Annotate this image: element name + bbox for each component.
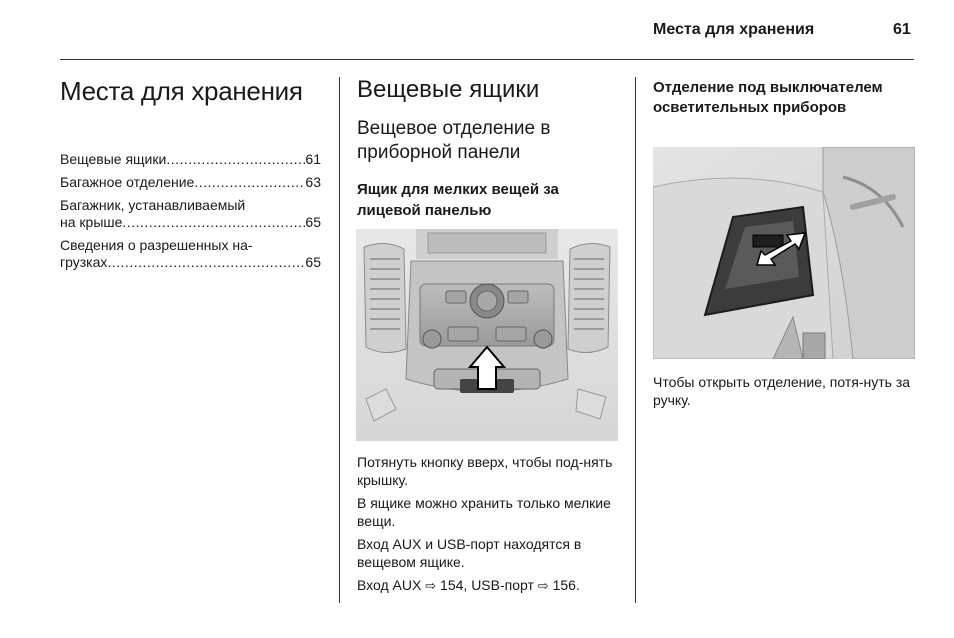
- toc-entry-page: 63: [305, 174, 321, 190]
- section-heading: Вещевые ящики: [357, 76, 540, 103]
- toc-entry-label: Багажное отделение: [60, 174, 195, 190]
- body-text: [357, 453, 619, 600]
- usb-label: USB-порт: [471, 577, 534, 593]
- toc-entry[interactable]: [60, 237, 321, 271]
- paragraph: Вход AUX и USB-порт находятся в вещевом ящике.: [357, 536, 582, 570]
- page-reference-icon: ⇨: [425, 578, 437, 593]
- toc-leader: [107, 254, 305, 271]
- toc-entry-page: 61: [305, 151, 321, 167]
- toc-entry-label: грузках: [60, 254, 108, 270]
- toc-entry-label-line1: Багажник, устанавливаемый: [60, 197, 246, 213]
- toc-entry-label: Вещевые ящики: [60, 151, 167, 167]
- body-text: [653, 373, 913, 409]
- light-switch-compartment-illustration: [653, 147, 915, 359]
- toc-leader: [122, 214, 305, 231]
- chapter-title: Места для хранения: [60, 76, 303, 106]
- toc-entry-page: 65: [305, 254, 321, 270]
- cross-reference-paragraph: [357, 576, 619, 595]
- usb-page-ref[interactable]: 156.: [552, 577, 580, 593]
- left-air-vent: [364, 243, 406, 352]
- toc-entry-label-line1: Сведения о разрешенных на-: [60, 237, 253, 253]
- aux-page-ref[interactable]: 154,: [440, 577, 468, 593]
- toc-entry[interactable]: [60, 197, 321, 231]
- toc-entry-label: на крыше: [60, 214, 123, 230]
- header-divider: [60, 59, 914, 60]
- aux-label: Вход AUX: [357, 577, 422, 593]
- page-reference-icon: ⇨: [537, 578, 549, 593]
- right-air-vent: [568, 243, 610, 352]
- paragraph: Чтобы открыть отделение, потя-нуть за ручку.: [653, 374, 911, 408]
- column-divider: [635, 77, 636, 603]
- toc-entry-page: 65: [305, 214, 321, 230]
- toc-leader: [194, 174, 305, 191]
- page-number: 61: [893, 21, 911, 38]
- dashboard-storage-illustration: [356, 229, 618, 441]
- section-heading-light-switch-compartment: Отделение под выключателем осветительных приборов: [653, 79, 883, 116]
- subsection-heading: Вещевое отделение в приборной панели: [357, 118, 551, 163]
- running-header-title: Места для хранения: [653, 21, 815, 38]
- toc-leader: [166, 151, 305, 168]
- table-of-contents: [60, 151, 321, 277]
- column-divider: [339, 77, 340, 603]
- toc-entry[interactable]: [60, 174, 321, 191]
- paragraph: Потянуть кнопку вверх, чтобы под-нять крышку.: [357, 454, 613, 488]
- subsubsection-heading: Ящик для мелких вещей за лицевой панелью: [357, 181, 559, 219]
- paragraph: В ящике можно хранить только мелкие вещи.: [357, 495, 611, 529]
- toc-entry[interactable]: [60, 151, 321, 168]
